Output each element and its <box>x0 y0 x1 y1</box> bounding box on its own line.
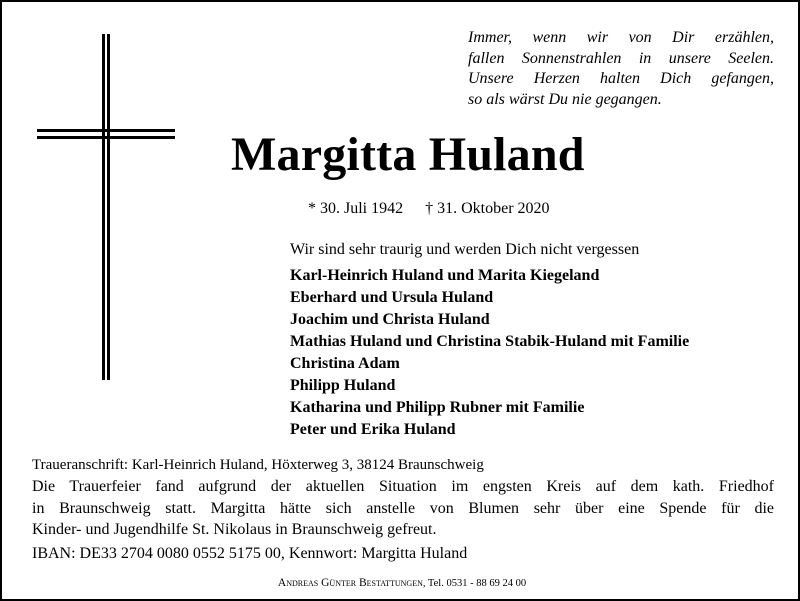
mourner: Mathias Huland und Christina Stabik-Huland mit Familie <box>290 333 690 350</box>
undertaker-name: Andreas Günter Bestattungen <box>277 577 423 589</box>
mourner: Joachim und Christa Huland <box>290 311 490 328</box>
poem-line: fallen Sonnenstrahlen in unsere Seelen. <box>468 49 774 67</box>
undertaker-phone: , Tel. 0531 - 88 69 24 00 <box>422 578 527 589</box>
donation-iban: IBAN: DE33 2704 0080 0552 5175 00, Kennwort: Margitta Huland <box>32 545 468 562</box>
poem <box>468 28 774 110</box>
cross-vertical-beam <box>102 34 110 380</box>
mourner: Christina Adam <box>290 355 400 372</box>
mourning-intro: Wir sind sehr traurig und werden Dich nicht vergessen <box>290 241 640 258</box>
mourning-address: Traueranschrift: Karl-Heinrich Huland, Höxterweg 3, 38124 Braunschweig <box>32 457 484 473</box>
message-line: in Braunschweig statt. Margitta hätte sich anstelle von Blumen sehr über eine Spende für die <box>32 499 774 517</box>
message-line: Die Trauerfeier fand aufgrund der aktuellen Situation im engsten Kreis auf dem kath. Friedhof <box>32 478 774 495</box>
life-dates <box>308 200 550 218</box>
mourner: Eberhard und Ursula Huland <box>290 289 494 306</box>
deceased-name: Margitta Huland <box>231 128 585 181</box>
undertaker-footer <box>2 577 800 589</box>
message-line: Kinder- und Jugendhilfe St. Nikolaus in Braunschweig gefreut. <box>32 521 437 538</box>
death-date: † 31. Oktober 2020 <box>425 200 550 217</box>
mourner: Katharina und Philipp Rubner mit Familie <box>290 399 585 416</box>
mourner: Peter und Erika Huland <box>290 421 456 438</box>
mourner: Karl-Heinrich Huland und Marita Kiegeland <box>290 267 600 284</box>
mourners-list <box>290 265 689 441</box>
poem-line: Unsere Herzen halten Dich gefangen, <box>468 70 774 87</box>
funeral-message <box>32 476 774 541</box>
cross-horizontal-beam <box>37 129 175 139</box>
poem-line: so als wärst Du nie gegangen. <box>468 90 662 108</box>
mourner: Philipp Huland <box>290 377 396 394</box>
poem-line: Immer, wenn wir von Dir erzählen, <box>468 29 774 46</box>
birth-date: * 30. Juli 1942 <box>308 200 404 217</box>
